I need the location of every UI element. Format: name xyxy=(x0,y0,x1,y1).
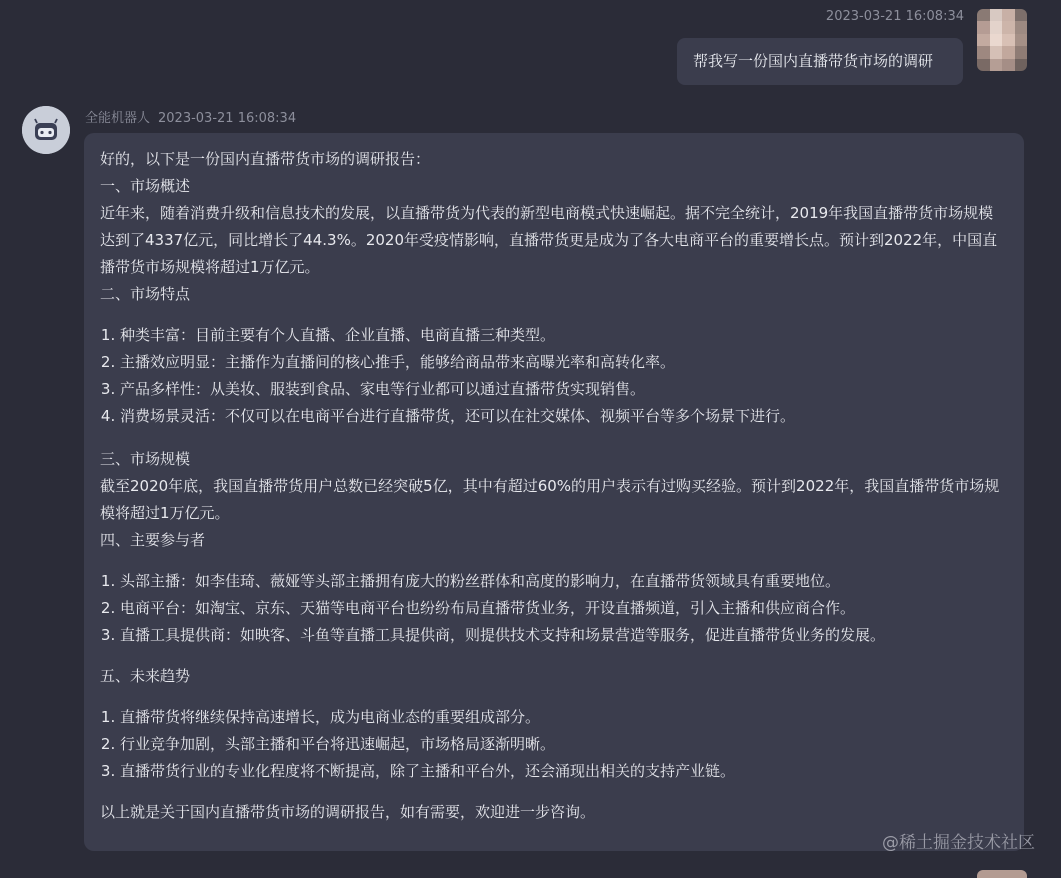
report-intro: 好的，以下是一份国内直播带货市场的调研报告： xyxy=(100,150,431,168)
list-item: 2. 主播效应明显：主播作为直播间的核心推手，能够给商品带来高曝光率和高转化率。 xyxy=(120,349,1008,376)
list-item: 1. 头部主播：如李佳琦、薇娅等头部主播拥有庞大的粉丝群体和高度的影响力，在直播带货领域具有重要地位。 xyxy=(120,568,1008,595)
section-title-trends: 五、未来趋势 xyxy=(100,667,191,685)
list-item: 1. 种类丰富：目前主要有个人直播、企业直播、电商直播三种类型。 xyxy=(120,322,1008,349)
section-title-features: 二、市场特点 xyxy=(100,285,191,303)
watermark: @稀土掘金技术社区 xyxy=(882,833,1035,853)
bot-message-timestamp: 2023-03-21 16:08:34 xyxy=(158,111,297,126)
section-title-participants: 四、主要参与者 xyxy=(100,531,206,549)
participants-list xyxy=(100,568,1008,649)
features-list xyxy=(100,322,1008,430)
trends-list xyxy=(100,704,1008,785)
section-title-scale: 三、市场规模 xyxy=(100,450,191,468)
section-body-scale: 截至2020年底，我国直播带货用户总数已经突破5亿，其中有超过60%的用户表示有过购买经验。预计到2022年，我国直播带货市场规模将超过1万亿元。 xyxy=(100,477,1000,522)
next-user-avatar xyxy=(977,870,1027,878)
list-item: 3. 直播工具提供商：如映客、斗鱼等直播工具提供商，则提供技术支持和场景营造等服务，促进直播带货业务的发展。 xyxy=(120,622,1008,649)
robot-icon[interactable] xyxy=(22,106,70,154)
section-body-overview: 近年来，随着消费升级和信息技术的发展，以直播带货为代表的新型电商模式快速崛起。据不完全统计，2019年我国直播带货市场规模达到了4337亿元，同比增长了44.3%。2020年受疫情影响，直播带货更是成为了各大电商平台的重要增长点。预计到2022年，中国直播带货市场规模将超过1万亿元。 xyxy=(100,204,998,276)
section-title-overview: 一、市场概述 xyxy=(100,177,191,195)
list-item: 2. 电商平台：如淘宝、京东、天猫等电商平台也纷纷布局直播带货业务，开设直播频道，引入主播和供应商合作。 xyxy=(120,595,1008,622)
bot-message-bubble[interactable] xyxy=(84,133,1024,851)
report-closing: 以上就是关于国内直播带货市场的调研报告，如有需要，欢迎进一步咨询。 xyxy=(100,803,596,821)
list-item: 3. 产品多样性：从美妆、服装到食品、家电等行业都可以通过直播带货实现销售。 xyxy=(120,376,1008,403)
list-item: 4. 消费场景灵活：不仅可以在电商平台进行直播带货，还可以在社交媒体、视频平台等多个场景下进行。 xyxy=(120,403,1008,430)
list-item: 2. 行业竞争加剧，头部主播和平台将迅速崛起，市场格局逐渐明晰。 xyxy=(120,731,1008,758)
bot-message-meta xyxy=(85,107,296,126)
user-avatar[interactable] xyxy=(977,9,1027,71)
list-item: 1. 直播带货将继续保持高速增长，成为电商业态的重要组成部分。 xyxy=(120,704,1008,731)
user-message-timestamp: 2023-03-21 16:08:34 xyxy=(825,9,964,24)
bot-sender-name: 全能机器人 xyxy=(85,111,151,126)
list-item: 3. 直播带货行业的专业化程度将不断提高，除了主播和平台外，还会涌现出相关的支持产业链。 xyxy=(120,758,1008,785)
user-message-bubble[interactable]: 帮我写一份国内直播带货市场的调研 xyxy=(677,38,963,85)
